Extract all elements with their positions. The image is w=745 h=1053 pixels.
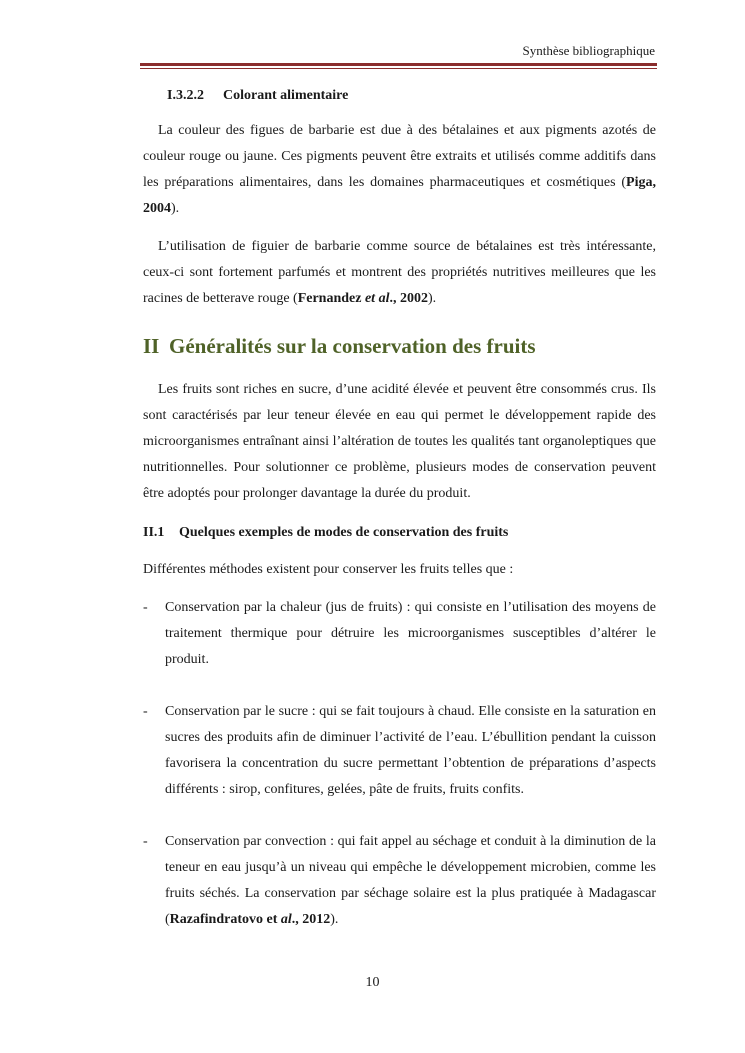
- citation-fernandez-author: Fernandez: [297, 291, 365, 306]
- citation-razafindratovo-etal: al: [280, 912, 292, 927]
- heading-i322-title: Colorant alimentaire: [223, 88, 349, 103]
- list-item-sucre-text: Conservation par le sucre : qui se fait toujours à chaud. Elle consiste en la saturation en sucres des produits afin de diminuer l’activité de l’eau. L’ébullition pendant la cuisson favorisera la concentration du sucre permettant l’obtention de préparations d’aspects différents : sirop, confitures, gelées, pâte de fruits, fruits confits.: [165, 704, 656, 797]
- list-item-convection-end: ).: [330, 912, 339, 927]
- citation-piga: Piga, 2004: [143, 175, 656, 216]
- paragraph-betalaines: [143, 234, 656, 312]
- heading-ii1: [143, 525, 656, 541]
- heading-ii1-number: II.1: [143, 525, 165, 540]
- page-number: 10: [365, 975, 380, 990]
- citation-razafindratovo-author: Razafindratovo et: [169, 912, 281, 927]
- paragraph-colorant-text: La couleur des figues de barbarie est due à des bétalaines et aux pigments azotés de couleur rouge ou jaune. Ces pigments peuvent être extraits et utilisés comme additifs dans les préparations alimentaires, dans les domaines pharmaceutiques et cosmétiques (: [143, 123, 656, 190]
- heading-ii: [143, 334, 656, 359]
- list-item-convection-text: Conservation par convection : qui fait appel au séchage et conduit à la diminution de la teneur en eau jusqu’à un niveau qui empêche le développement microbien, comme les fruits séchés. La conservation par séchage solaire est la plus pratiquée à Madagascar (: [165, 834, 656, 927]
- list-item-convection: [143, 829, 656, 933]
- paragraph-fruits-text: Les fruits sont riches en sucre, d’une acidité élevée et peuvent être consommés crus. Ils sont caractérisés par leur teneur élevée en eau qui permet le développement rapide des microorganismes entraînant ainsi l’altération de toutes les qualités tant organoleptiques que nutritionnelles. Pour solutionner ce problème, plusieurs modes de conservation peuvent être adoptés pour prolonger davantage la durée du produit.: [143, 382, 656, 501]
- list-item-chaleur-text: Conservation par la chaleur (jus de fruits) : qui consiste en l’utilisation des moyens de traitement thermique pour détruire les microorganismes susceptibles d’altérer le produit.: [165, 600, 656, 667]
- header-rule-thick: [140, 63, 657, 66]
- list-dash: -: [143, 600, 148, 615]
- heading-ii1-title: Quelques exemples de modes de conservation des fruits: [179, 525, 509, 540]
- header-rule-thin: [140, 68, 657, 69]
- heading-i322: [167, 88, 656, 104]
- paragraph-fruits: [143, 377, 656, 507]
- paragraph-methodes: [143, 557, 656, 583]
- heading-ii-number: II: [143, 334, 160, 358]
- heading-ii-title: Généralités sur la conservation des fruits: [169, 334, 536, 358]
- paragraph-methodes-text: Différentes méthodes existent pour conserver les fruits telles que :: [143, 562, 514, 577]
- paragraph-colorant: [143, 118, 656, 222]
- list-item-sucre: [143, 699, 656, 803]
- list-dash: -: [143, 704, 148, 719]
- list-item-chaleur: [143, 595, 656, 673]
- header-title: Synthèse bibliographique: [522, 43, 655, 58]
- paragraph-betalaines-end: ).: [427, 291, 437, 306]
- citation-fernandez-etal: et al: [364, 291, 390, 306]
- page-body: [143, 88, 656, 933]
- citation-razafindratovo-year: ., 2012: [291, 912, 331, 927]
- paragraph-betalaines-text: L’utilisation de figuier de barbarie comme source de bétalaines est très intéressante, ceux-ci sont fortement parfumés et montrent des propriétés nutritives meilleures que les racines de betterave rouge (: [143, 239, 656, 306]
- citation-fernandez-year: ., 2002: [389, 291, 428, 306]
- heading-i322-number: I.3.2.2: [167, 88, 204, 103]
- paragraph-colorant-end: ).: [171, 201, 180, 216]
- list-dash: -: [143, 834, 148, 849]
